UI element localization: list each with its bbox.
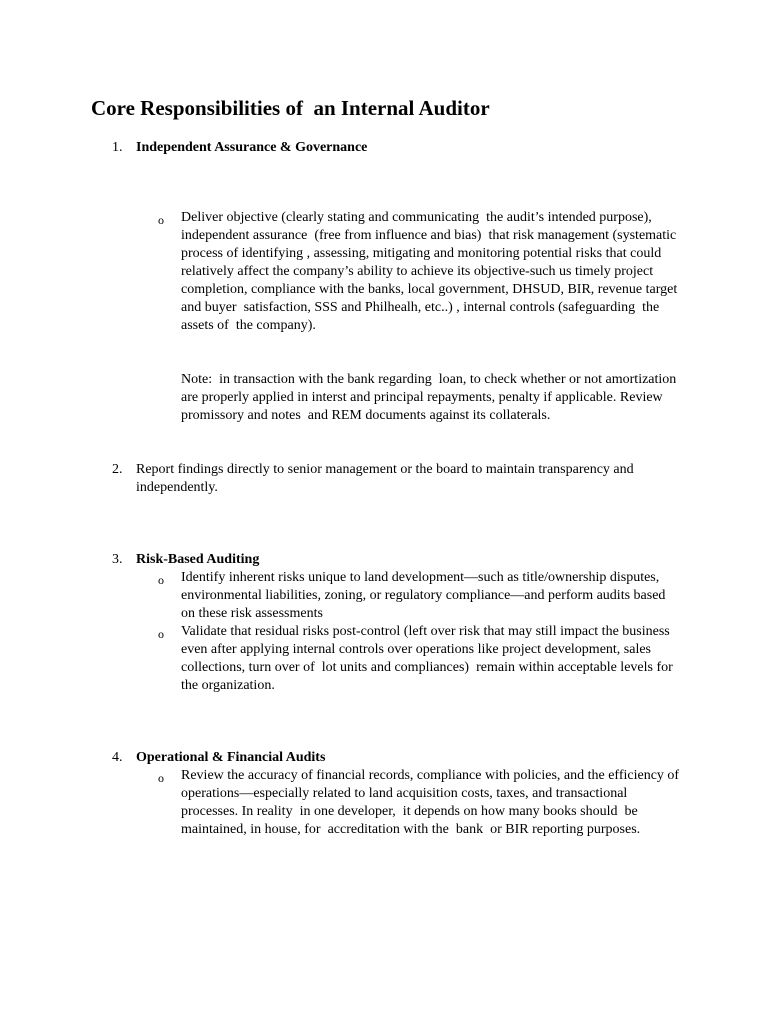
section-3-bullet-1-text: Identify inherent risks unique to land development—such as title/ownership disputes, environmental liabilities, zoning, or regulatory compliance—and perform audits based on these risk assessments	[181, 570, 669, 621]
section-3-bullet-1-marker: o	[158, 573, 164, 587]
section-1-number: 1.	[112, 140, 123, 155]
section-3-number: 3.	[112, 552, 123, 567]
section-2-number: 2.	[112, 462, 123, 477]
section-1-heading: Independent Assurance & Governance	[136, 140, 368, 155]
section-4-bullet-1-text: Review the accuracy of financial records, compliance with policies, and the efficiency of operations—especially related to land acquisition costs, taxes, and transactional processes. In reality in one developer, it depends on how many books should be maintained, in house, for accreditation with the bank or BIR reporting purposes.	[181, 768, 683, 837]
section-2-text: Report findings directly to senior management or the board to maintain transparency and independently.	[136, 462, 638, 495]
section-4-heading: Operational & Financial Audits	[136, 750, 326, 765]
section-4-bullet-1-marker: o	[158, 771, 164, 785]
section-1-bullet-1-marker: o	[158, 213, 164, 227]
section-3-bullet-2-text: Validate that residual risks post-control (left over risk that may still impact the business even after applying internal controls over operations like project development, sales collections, turn over of lot units and compliances) remain within acceptable levels for the organization.	[181, 624, 677, 693]
section-4-number: 4.	[112, 750, 123, 765]
section-1-bullet-1-text: Deliver objective (clearly stating and communicating the audit’s intended purpose), independent assurance (free from influence and bias) that risk management (systematic process of identifying , assessing, mitigating and monitoring potential risks that could relatively affect the company’s ability to achieve its objective-such us timely project completion, compliance with the banks, local government, DHSUD, BIR, revenue target and buyer satisfaction, SSS and Philhealh, etc..) , internal controls (safeguarding the assets of the company).	[181, 210, 685, 333]
section-3-bullet-2-marker: o	[158, 627, 164, 641]
document-title: Core Responsibilities of an Internal Auditor	[91, 96, 490, 120]
section-3-heading: Risk-Based Auditing	[136, 552, 260, 567]
section-1-note: Note: in transaction with the bank regarding loan, to check whether or not amortization are properly applied in interst and principal repayments, penalty if applicable. Review promissory and notes and REM documents against its collaterals.	[181, 372, 680, 423]
